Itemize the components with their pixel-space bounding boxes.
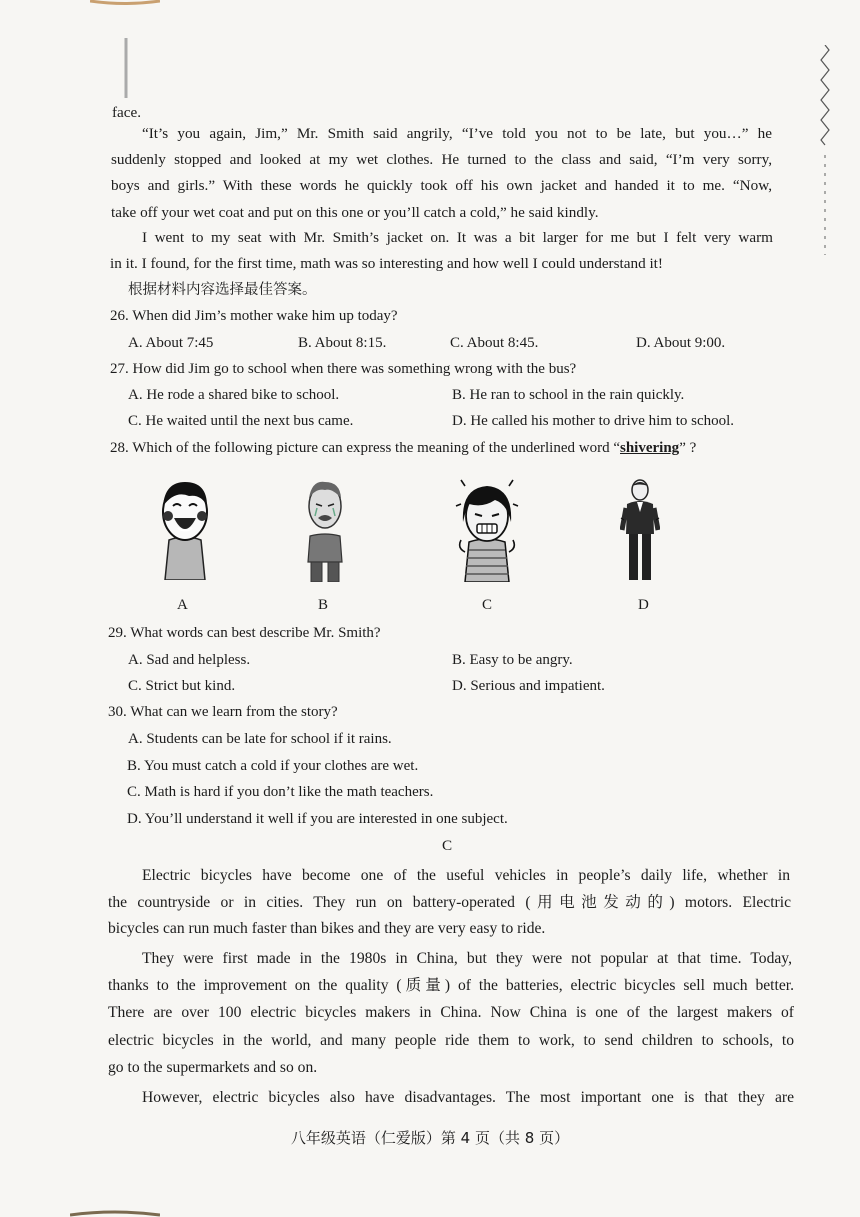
passage-b-line-2: “It’s you again, Jim,” Mr. Smith said angrily, “I’ve told you not to be late, but you…” he — [142, 125, 772, 142]
question-27: 27. How did Jim go to school when there was something wrong with the bus? — [110, 361, 577, 377]
q28-stem-end: ” ? — [679, 440, 697, 456]
page-edge-mark — [90, 0, 160, 8]
q28-stem-start: 28. Which of the following picture can express the meaning of the underlined word “ — [110, 440, 620, 456]
q26-option-a: A. About 7:45 — [128, 335, 214, 351]
passage-b-line-1: face. — [112, 104, 142, 121]
passage-c-p2-line-1: They were first made in the 1980s in China, but they were not popular at that time. Today, — [142, 950, 792, 967]
question-28 — [110, 438, 696, 458]
question-29: 29. What words can best describe Mr. Smith? — [108, 625, 381, 641]
page-edge-mark — [70, 1208, 160, 1217]
q30-option-b: B. You must catch a cold if your clothes are wet. — [127, 758, 419, 774]
picture-label-c: C — [482, 597, 493, 613]
q27-option-c: C. He waited until the next bus came. — [128, 413, 354, 429]
instruction: 根据材料内容选择最佳答案。 — [128, 282, 317, 298]
q27-option-b: B. He ran to school in the rain quickly. — [452, 387, 685, 403]
passage-c-p2-line-4: electric bicycles in the world, and many people ride them to work, to send children to schools, to — [108, 1032, 794, 1049]
passage-c-p2-line-2: thanks to the improvement on the quality (质量) of the batteries, electric bicycles sell much better. — [108, 977, 794, 994]
picture-b-crying-man — [298, 478, 352, 582]
q29-option-b: B. Easy to be angry. — [452, 652, 573, 668]
picture-label-d: D — [638, 597, 649, 613]
q30-option-a: A. Students can be late for school if it rains. — [128, 731, 392, 747]
underlined-word: shivering — [620, 440, 680, 456]
passage-b-line-5: take off your wet coat and put on this one or you’ll catch a cold,” he said kindly. — [111, 204, 599, 221]
passage-c-p1-line-2: the countryside or in cities. They run on battery-operated (用电池发动的) motors. Electric — [108, 894, 791, 911]
q26-option-b: B. About 8:15. — [298, 335, 387, 351]
q26-option-d: D. About 9:00. — [636, 335, 726, 351]
passage-c-p3-line-1: However, electric bicycles also have disadvantages. The most important one is that they are — [142, 1089, 794, 1106]
q29-option-c: C. Strict but kind. — [128, 678, 236, 694]
passage-b-line-4: boys and girls.” With these words he quickly took off his own jacket and handed it to me. “Now, — [111, 177, 772, 194]
passage-c-p2-line-5: go to the supermarkets and so on. — [108, 1059, 318, 1076]
passage-b-line-7: in it. I found, for the first time, math was so interesting and how well I could understand it! — [110, 255, 663, 272]
q27-option-d: D. He called his mother to drive him to school. — [452, 413, 735, 429]
question-30: 30. What can we learn from the story? — [108, 704, 338, 720]
picture-c-shivering-girl — [455, 478, 519, 582]
page-footer: 八年级英语（仁爱版）第 4 页（共 8 页） — [290, 1129, 570, 1147]
q27-option-a: A. He rode a shared bike to school. — [128, 387, 340, 403]
q29-option-a: A. Sad and helpless. — [128, 652, 251, 668]
picture-a-laughing-boy — [155, 476, 215, 580]
q26-option-c: C. About 8:45. — [450, 335, 539, 351]
perforation-edge — [818, 45, 832, 255]
q29-option-d: D. Serious and impatient. — [452, 678, 605, 694]
question-26: 26. When did Jim’s mother wake him up today? — [110, 308, 398, 324]
picture-d-standing-man — [620, 478, 660, 584]
section-heading-c: C — [442, 837, 453, 854]
q30-option-c: C. Math is hard if you don’t like the math teachers. — [127, 784, 434, 800]
picture-label-a: A — [177, 597, 188, 613]
q30-option-d: D. You’ll understand it well if you are interested in one subject. — [127, 811, 508, 827]
passage-c-p2-line-3: There are over 100 electric bicycles makers in China. Now China is one of the largest makers of — [108, 1004, 794, 1021]
picture-label-b: B — [318, 597, 329, 613]
passage-b-line-3: suddenly stopped and looked at my wet clothes. He turned to the class and said, “I’m very sorry, — [111, 151, 772, 168]
passage-c-p1-line-1: Electric bicycles have become one of the useful vehicles in people’s daily life, whether in — [142, 867, 790, 884]
scan-smudge — [123, 38, 129, 98]
passage-c-p1-line-3: bicycles can run much faster than bikes and they are very easy to ride. — [108, 920, 546, 937]
passage-b-line-6: I went to my seat with Mr. Smith’s jacket on. It was a bit larger for me but I felt very warm — [142, 229, 773, 246]
